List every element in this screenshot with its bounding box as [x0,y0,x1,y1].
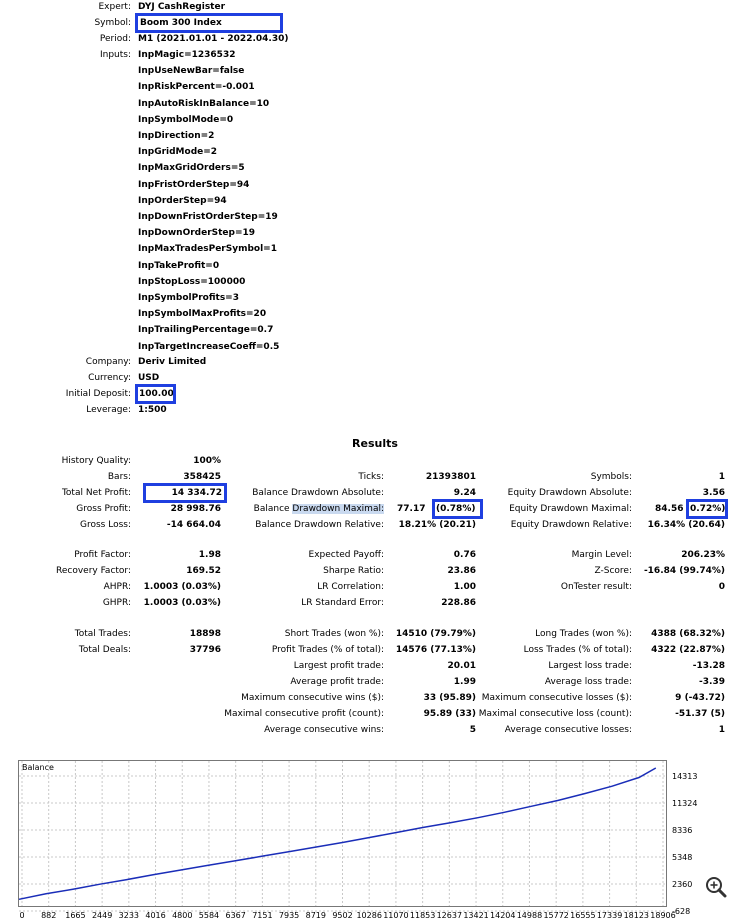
x-tick-label: 15772 [543,911,569,920]
x-tick-label: 5584 [198,911,220,920]
avg-profit-label: Average profit trade: [290,677,384,687]
input-param: InpGridMode=2 [138,147,218,158]
largest-loss-value: -13.28 [692,661,725,671]
balance-dd-absolute-value: 9.24 [453,488,476,498]
balance-chart [18,760,733,922]
gross-profit-label: Gross Profit: [76,504,131,514]
short-trades-label: Short Trades (won %): [284,629,384,639]
recovery-factor-value: 169.52 [186,566,221,576]
input-param: InpFristOrderStep=94 [138,179,250,190]
loss-trades-label: Loss Trades (% of total): [523,645,632,655]
ontester-value: 0 [718,582,725,592]
gross-loss-value: -14 664.04 [166,520,221,530]
currency-label: Currency: [88,373,131,383]
input-param: InpDownFristOrderStep=19 [138,212,278,222]
lr-std-error-value: 228.86 [441,598,476,608]
x-tick-label: 4800 [172,911,193,920]
x-tick-label: 7935 [278,911,300,920]
x-tick-label: 0 [19,911,25,920]
largest-loss-label: Largest loss trade: [548,661,632,671]
profit-factor-value: 1.98 [198,550,221,560]
long-trades-value: 4388 (68.32%) [651,629,725,639]
net-profit-label: Total Net Profit: [61,488,131,498]
equity-dd-absolute-label: Equity Drawdown Absolute: [507,488,632,498]
company-label: Company: [85,357,131,367]
x-tick-label: 16555 [570,911,596,920]
balance-dd-maximal-label-prefix: Balance [253,504,293,514]
long-trades-label: Long Trades (won %): [535,629,632,639]
avg-consec-losses-label: Average consecutive losses: [504,725,632,735]
sharpe-ratio-label: Sharpe Ratio: [323,566,384,576]
input-param: InpMaxTradesPerSymbol=1 [138,244,277,255]
maximal-consec-profit-value: 95.89 (33) [423,709,476,719]
z-score-value: -16.84 (99.74%) [643,566,725,576]
input-param: InpSymbolMaxProfits=20 [138,309,267,320]
loss-trades-value: 4322 (22.87%) [651,645,725,655]
total-trades-value: 18898 [189,629,221,639]
input-param: InpAutoRiskInBalance=10 [138,98,270,109]
ahpr-value: 1.0003 (0.03%) [143,582,221,592]
x-tick-label: 12637 [436,911,463,920]
period-value: M1 (2021.01.01 - 2022.04.30) [138,34,289,44]
x-tick-label: 8719 [305,911,326,920]
net-profit-value: 14 334.72 [146,486,224,500]
y-tick-label: -628 [672,907,691,916]
gross-loss-label: Gross Loss: [80,520,131,530]
currency-value: USD [138,373,160,383]
x-tick-label: 3233 [118,911,140,920]
symbol-label: Symbol: [94,18,131,28]
maximal-consec-profit-label: Maximal consecutive profit (count): [224,709,384,719]
bars-value: 358425 [183,472,221,482]
balance-dd-absolute-label: Balance Drawdown Absolute: [252,488,384,498]
leverage-value: 1:500 [138,405,167,415]
total-deals-label: Total Deals: [78,645,131,655]
leverage-label: Leverage: [86,405,131,415]
x-tick-label: 4016 [145,911,166,920]
maximal-consec-loss-value: -51.37 (5) [675,709,725,719]
balance-dd-maximal-label-selected: Drawdown Maximal: [292,504,384,514]
chart-y-ticks [672,772,697,916]
input-param: InpTargetIncreaseCoeff=0.5 [138,341,280,352]
symbol-value: Boom 300 Index [138,16,280,30]
lr-correlation-label: LR Correlation: [317,582,384,592]
y-tick-label: 11324 [672,799,698,808]
equity-dd-maximal-label: Equity Drawdown Maximal: [509,504,632,514]
profit-trades-label: Profit Trades (% of total): [271,645,384,655]
lr-correlation-value: 1.00 [453,582,476,592]
margin-level-label: Margin Level: [571,550,632,560]
deposit-label: Initial Deposit: [65,389,131,399]
period-label: Period: [99,34,131,44]
x-tick-label: 1665 [65,911,86,920]
bars-label: Bars: [107,472,131,482]
input-param: InpMagic=1236532 [138,50,236,60]
largest-profit-label: Largest profit trade: [293,661,384,671]
max-consec-wins-value: 33 (95.89) [423,693,476,703]
total-trades-label: Total Trades: [74,629,131,639]
ticks-value: 21393801 [425,472,476,482]
expected-payoff-value: 0.76 [453,550,476,560]
avg-consec-wins-label: Average consecutive wins: [264,725,384,735]
input-param: InpSymbolMode=0 [138,114,234,125]
y-tick-label: 8336 [672,826,693,835]
avg-consec-wins-value: 5 [469,725,476,735]
largest-profit-value: 20.01 [447,661,476,671]
x-tick-label: 6367 [225,911,246,920]
lr-std-error-label: LR Standard Error: [301,598,384,608]
max-consec-losses-label: Maximum consecutive losses ($): [481,693,632,703]
expert-value: DYJ CashRegister [138,2,226,12]
input-param: InpUseNewBar=false [138,66,245,77]
balance-dd-maximal-value: 77.17 [397,504,426,514]
history-quality-value: 100% [193,456,221,466]
short-trades-value: 14510 (79.79%) [395,629,476,639]
magnifier-plus-icon[interactable] [707,878,725,896]
input-param: InpTrailingPercentage=0.7 [138,325,274,336]
x-tick-label: 17339 [596,911,623,920]
equity-dd-relative-label: Equity Drawdown Relative: [510,520,632,530]
balance-dd-maximal-label [200,502,384,516]
max-consec-wins-label: Maximum consecutive wins ($): [241,693,384,703]
x-tick-label: 7151 [252,911,273,920]
x-tick-label: 10286 [356,911,382,920]
symbols-value: 1 [718,472,725,482]
total-deals-value: 37796 [189,645,221,655]
avg-loss-value: -3.39 [699,677,725,687]
symbols-label: Symbols: [590,472,632,482]
ontester-label: OnTester result: [560,582,632,592]
inputs-label: Inputs: [99,50,131,60]
avg-consec-losses-value: 1 [718,725,725,735]
expert-label: Expert: [98,2,131,12]
equity-dd-absolute-value: 3.56 [702,488,725,498]
equity-dd-relative-value: 16.34% (20.64) [647,520,725,530]
profit-factor-label: Profit Factor: [74,550,131,560]
input-param: InpSymbolProfits=3 [138,293,239,303]
x-tick-label: 2449 [91,911,113,920]
input-param: InpOrderStep=94 [138,195,227,206]
avg-profit-value: 1.99 [453,677,476,687]
input-param: InpDirection=2 [138,131,215,141]
balance-dd-maximal-pct: (0.78%) [435,502,480,516]
chart-x-ticks [19,911,675,920]
input-param: InpRiskPercent=-0.001 [138,82,255,93]
ghpr-value: 1.0003 (0.03%) [143,598,221,608]
ahpr-label: AHPR: [103,582,131,592]
y-tick-label: 2360 [672,880,693,889]
x-tick-label: 13421 [463,911,489,920]
margin-level-value: 206.23% [681,550,725,560]
ticks-label: Ticks: [358,472,384,482]
balance-dd-relative-label: Balance Drawdown Relative: [255,520,384,530]
recovery-factor-label: Recovery Factor: [55,566,131,576]
profit-trades-value: 14576 (77.13%) [395,645,476,655]
input-param: InpDownOrderStep=19 [138,228,256,239]
deposit-value: 100.00 [139,389,174,399]
equity-dd-maximal-value: 84.56 [655,504,684,514]
x-tick-label: 9502 [332,911,353,920]
expected-payoff-label: Expected Payoff: [308,550,384,560]
x-tick-label: 14204 [490,911,516,920]
z-score-label: Z-Score: [594,566,632,576]
gross-profit-value: 28 998.76 [170,504,221,514]
input-param: InpTakeProfit=0 [138,260,220,271]
y-tick-label: 14313 [672,772,698,781]
x-tick-label: 14988 [516,911,543,920]
avg-loss-label: Average loss trade: [544,677,632,687]
maximal-consec-loss-label: Maximal consecutive loss (count): [478,709,632,719]
sharpe-ratio-value: 23.86 [447,566,476,576]
company-value: Deriv Limited [138,357,207,367]
ghpr-label: GHPR: [102,598,131,608]
x-tick-label: 882 [41,911,57,920]
x-tick-label: 18906 [650,911,676,920]
input-param: InpMaxGridOrders=5 [138,163,245,174]
history-quality-label: History Quality: [61,456,131,466]
x-tick-label: 11853 [409,911,436,920]
x-tick-label: 18123 [623,911,650,920]
y-tick-label: 5348 [672,853,693,862]
input-param: InpStopLoss=100000 [138,276,246,287]
x-tick-label: 11070 [383,911,409,920]
results-title: Results [352,437,398,450]
equity-dd-maximal-pct: 0.72%) [690,504,726,514]
max-consec-losses-value: 9 (-43.72) [675,693,725,703]
chart-title: Balance [22,763,54,772]
balance-dd-relative-value: 18.21% (20.21) [398,520,476,530]
